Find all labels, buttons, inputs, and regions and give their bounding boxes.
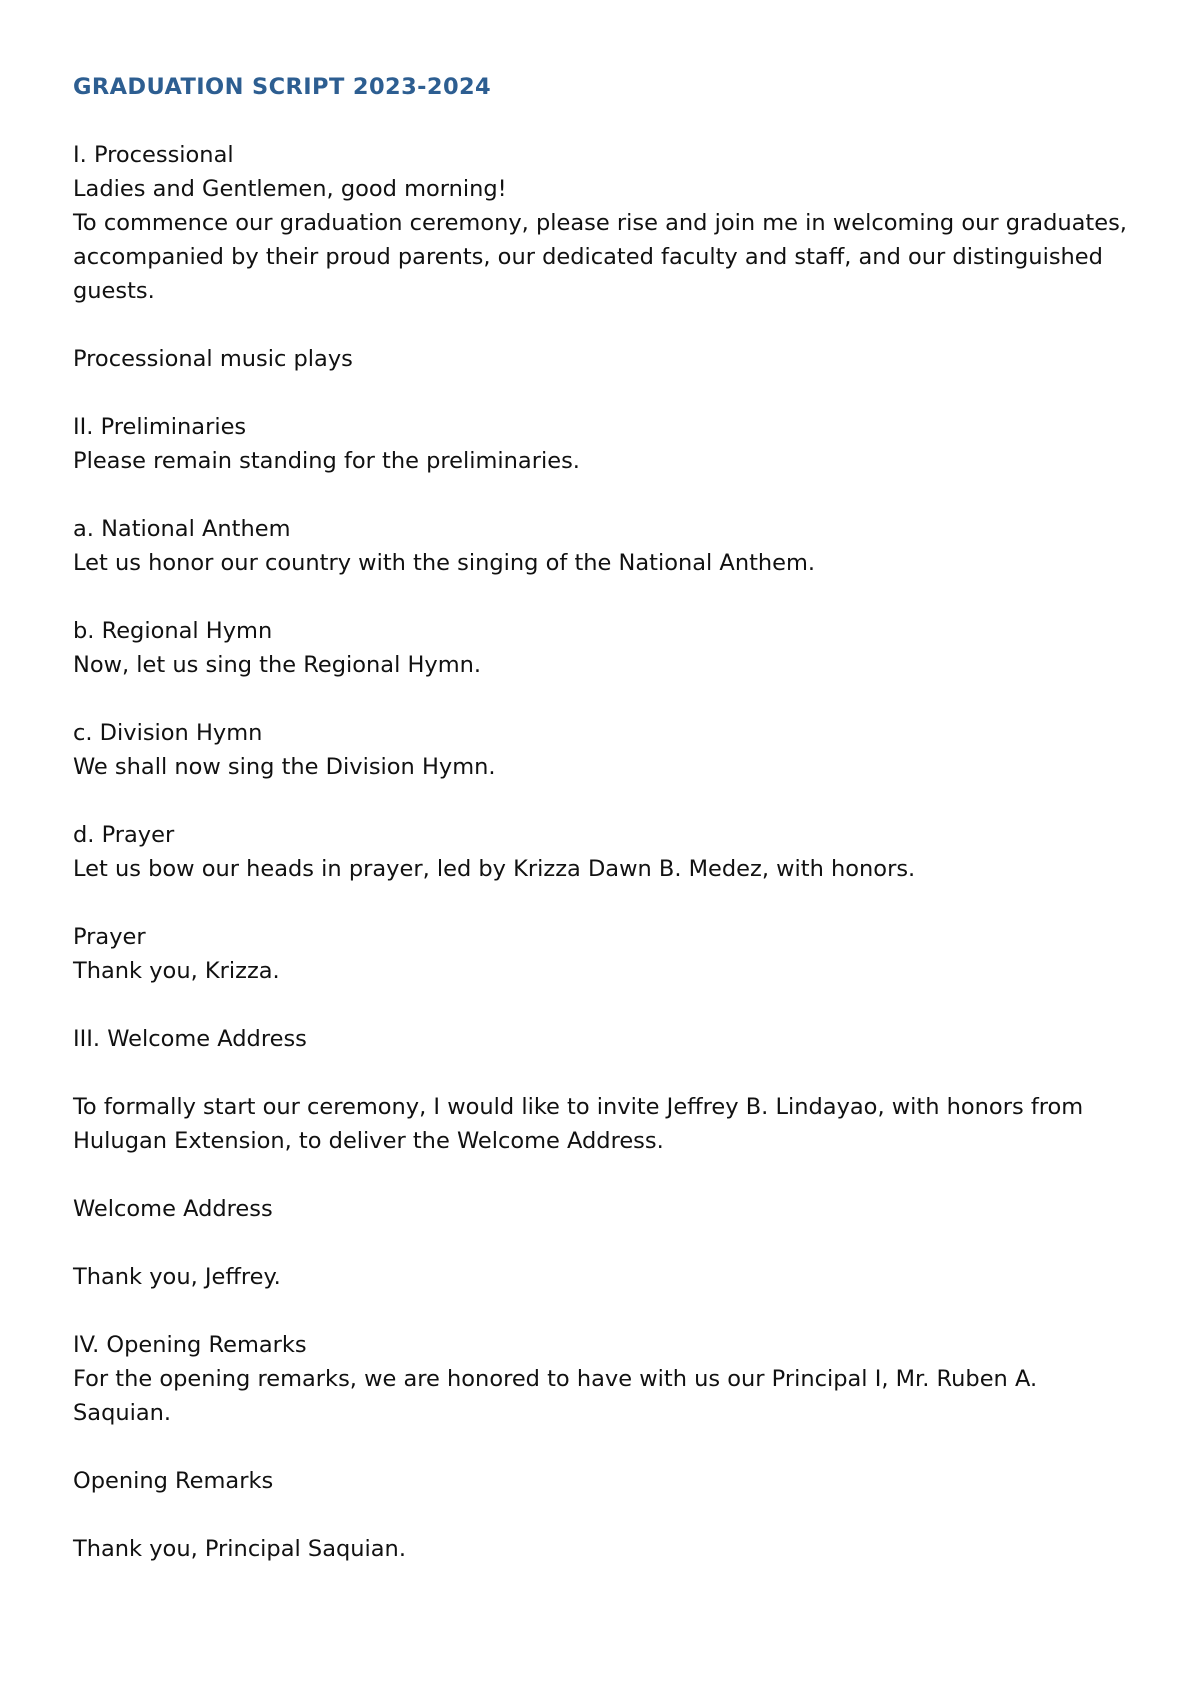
processional-paragraph: To commence our graduation ceremony, please rise and join me in welcoming our graduates, accompanied by their proud parents, our dedicated faculty and staff, and our distinguished guests. — [73, 210, 1127, 304]
subheading-prayer: d. Prayer — [73, 822, 175, 848]
national-anthem-paragraph: Let us honor our country with the singing of the National Anthem. — [73, 550, 816, 576]
spacer — [73, 1294, 1133, 1328]
spacer — [73, 580, 1133, 614]
spacer — [73, 376, 1133, 410]
spacer — [73, 1430, 1133, 1464]
processional-music-cue: Processional music plays — [73, 346, 353, 372]
prayer-thanks: Thank you, Krizza. — [73, 958, 280, 984]
spacer — [73, 1158, 1133, 1192]
welcome-address-thanks: Thank you, Jeffrey. — [73, 1264, 281, 1290]
spacer — [73, 784, 1133, 818]
section-heading-welcome-address: III. Welcome Address — [73, 1026, 307, 1052]
spacer — [73, 988, 1133, 1022]
prayer-paragraph: Let us bow our heads in prayer, led by Krizza Dawn B. Medez, with honors. — [73, 856, 916, 882]
section-heading-processional: I. Processional — [73, 142, 234, 168]
regional-hymn-paragraph: Now, let us sing the Regional Hymn. — [73, 652, 482, 678]
welcome-address-cue: Welcome Address — [73, 1196, 273, 1222]
subheading-national-anthem: a. National Anthem — [73, 516, 291, 542]
opening-remarks-cue: Opening Remarks — [73, 1468, 274, 1494]
spacer — [73, 682, 1133, 716]
spacer — [73, 308, 1133, 342]
document-title: GRADUATION SCRIPT 2023-2024 — [73, 74, 492, 100]
document-page — [73, 70, 1133, 1566]
spacer — [73, 1226, 1133, 1260]
preliminaries-paragraph: Please remain standing for the preliminaries. — [73, 448, 580, 474]
subheading-regional-hymn: b. Regional Hymn — [73, 618, 273, 644]
spacer — [73, 478, 1133, 512]
opening-remarks-paragraph: For the opening remarks, we are honored to have with us our Principal I, Mr. Ruben A. Saquian. — [73, 1366, 1038, 1426]
section-heading-opening-remarks: IV. Opening Remarks — [73, 1332, 307, 1358]
spacer — [73, 886, 1133, 920]
spacer — [73, 1498, 1133, 1532]
section-heading-preliminaries: II. Preliminaries — [73, 414, 247, 440]
division-hymn-paragraph: We shall now sing the Division Hymn. — [73, 754, 496, 780]
welcome-address-paragraph: To formally start our ceremony, I would like to invite Jeffrey B. Lindayao, with honors from Hulugan Extension, to deliver the Welcome Address. — [73, 1094, 1084, 1154]
prayer-cue: Prayer — [73, 924, 146, 950]
spacer — [73, 1056, 1133, 1090]
opening-remarks-thanks: Thank you, Principal Saquian. — [73, 1536, 406, 1562]
greeting-text: Ladies and Gentlemen, good morning! — [73, 176, 507, 202]
subheading-division-hymn: c. Division Hymn — [73, 720, 263, 746]
